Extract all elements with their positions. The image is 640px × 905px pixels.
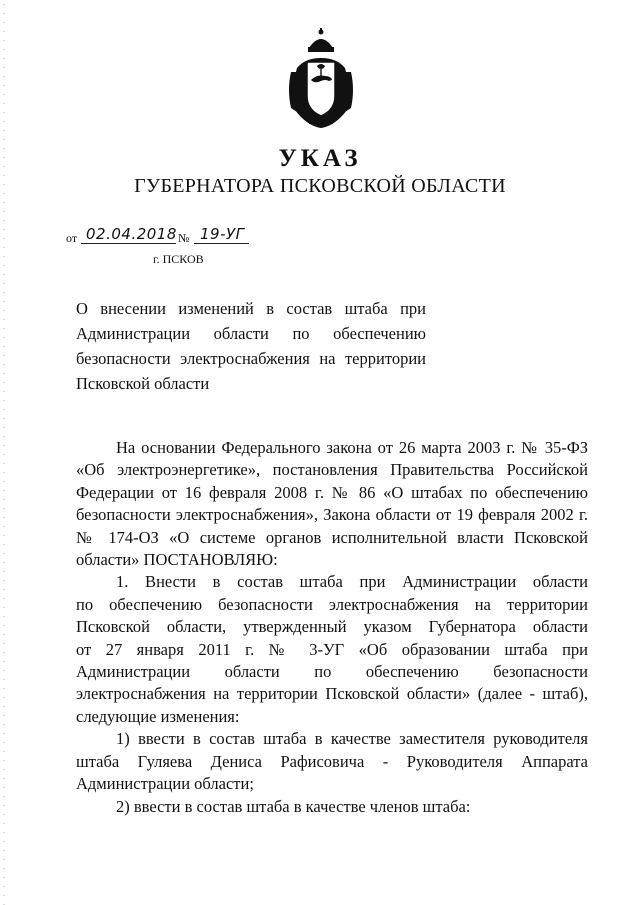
subject-block (76, 296, 426, 396)
subject-line: О внесении изменений в состав штаба при (76, 299, 426, 318)
body-line: от 27 января 2011 г. № 3-УГ «Об образовании штаба при (76, 639, 588, 659)
pskov-coat-of-arms-icon (287, 28, 355, 128)
scan-edge-dots (3, 0, 5, 905)
city-label: г. ПСКОВ (153, 252, 204, 266)
date-label: от (66, 231, 78, 245)
date-underline (81, 243, 176, 244)
number-underline (194, 243, 249, 244)
body-line: безопасности электроснабжения», Закона области от 19 февраля 2002 г. (76, 505, 588, 525)
document-title: УКАЗ (278, 145, 362, 172)
subject-line: Псковской области (76, 374, 210, 393)
body-text (76, 437, 588, 818)
subject-line: безопасности электроснабжения на территории (76, 349, 426, 368)
body-line: по обеспечению безопасности электроснабжения на территории (76, 594, 588, 614)
date-value: 02.04.2018 (86, 225, 177, 243)
body-line: Федерации от 16 февраля 2008 г. № 86 «О штабах по обеспечению (76, 482, 588, 502)
body-line: следующие изменения: (76, 706, 240, 726)
body-line: Администрации области по обеспечению безопасности (76, 662, 588, 682)
body-line: Псковской области, утвержденный указом Губернатора области (76, 617, 588, 637)
subject-line: Администрации области по обеспечению (76, 324, 426, 343)
body-line: 2) ввести в состав штаба в качестве членов штаба: (116, 796, 471, 816)
body-line: электроснабжения на территории Псковской области» (далее - штаб), (76, 684, 588, 704)
body-line: области» ПОСТАНОВЛЯЮ: (76, 550, 278, 570)
number-label: № (178, 231, 190, 245)
document-subtitle: ГУБЕРНАТОРА ПСКОВСКОЙ ОБЛАСТИ (134, 175, 506, 197)
body-line: На основании Федерального закона от 26 марта 2003 г. № 35-ФЗ (116, 438, 588, 457)
body-line: № 174-ОЗ «О системе органов исполнительной власти Псковской (76, 527, 588, 547)
body-line: 1) ввести в состав штаба в качестве заместителя руководителя (116, 729, 588, 749)
body-line: 1. Внести в состав штаба при Администрации области (116, 572, 588, 592)
number-value: 19-УГ (200, 225, 245, 243)
body-line: «Об электроэнергетике», постановления Правительства Российской (76, 460, 588, 480)
body-line: штаба Гуляева Дениса Рафисовича - Руководителя Аппарата (76, 751, 588, 771)
body-line: Администрации области; (76, 774, 254, 794)
